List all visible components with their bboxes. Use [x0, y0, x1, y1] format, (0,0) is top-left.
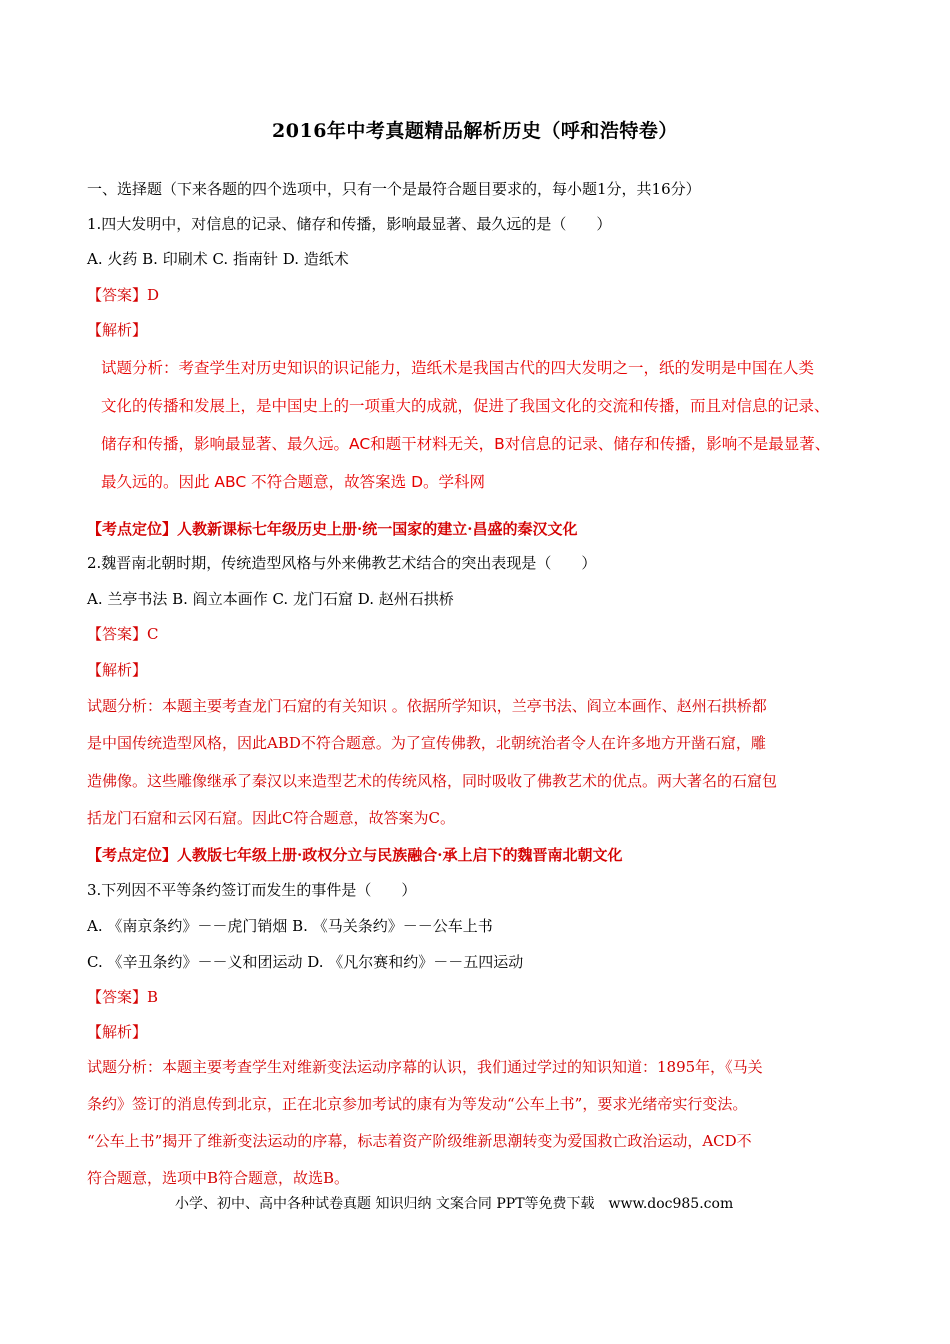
- q2-analysis-line: 是中国传统造型风格，因此ABD不符合题意。为了宣传佛教，北朝统治者令人在许多地方开凿石窟，雕: [87, 734, 766, 752]
- q1-analysis-line: 储存和传播，影响最显著、最久远。AC和题干材料无关，B对信息的记录、储存和传播，影响不是最显著、: [101, 435, 831, 453]
- page-footer: 小学、初中、高中各种试卷真题 知识归纳 文案合同 PPT等免费下载 www.doc985.com: [175, 1196, 734, 1212]
- q1-analysis-line: 文化的传播和发展上，是中国史上的一项重大的成就，促进了我国文化的交流和传播，而且对信息的记录、: [101, 397, 830, 415]
- q1-answer: 【答案】D: [87, 286, 160, 304]
- q1-analysis-label: 【解析】: [87, 321, 148, 339]
- q3-answer: 【答案】B: [87, 988, 159, 1006]
- q2-analysis-line: 括龙门石窟和云冈石窟。因此C符合题意，故答案为C。: [87, 809, 455, 827]
- q3-analysis-line: 条约》签订的消息传到北京，正在北京参加考试的康有为等发动“公车上书”，要求光绪帝实行变法。: [87, 1095, 748, 1113]
- q3-analysis-line: “公车上书”揭开了维新变法运动的序幕，标志着资产阶级维新思潮转变为爱国救亡政治运动，ACD不: [87, 1132, 752, 1150]
- q2-answer: 【答案】C: [87, 625, 159, 643]
- q2-question: 2.魏晋南北朝时期，传统造型风格与外来佛教艺术结合的突出表现是（ ）: [87, 554, 597, 572]
- q3-analysis-line: 试题分析：本题主要考查学生对维新变法运动序幕的认识，我们通过学过的知识知道：1895年，《马关: [87, 1058, 763, 1076]
- q1-analysis-line: 最久远的。因此 ABC 不符合题意，故答案选 D。学科网: [101, 473, 486, 491]
- q2-analysis-line: 试题分析：本题主要考查龙门石窟的有关知识 。依据所学知识，兰亭书法、阎立本画作、赵州石拱桥都: [87, 697, 767, 715]
- q1-kaodian: 【考点定位】人教新课标七年级历史上册·统一国家的建立·昌盛的秦汉文化: [87, 520, 578, 538]
- q3-options-line: A. 《南京条约》－－虎门销烟 B. 《马关条约》－－公车上书: [87, 917, 493, 935]
- document-title: 2016年中考真题精品解析历史（呼和浩特卷）: [272, 120, 678, 142]
- q1-analysis-line: 试题分析：考查学生对历史知识的识记能力，造纸术是我国古代的四大发明之一，纸的发明是中国在人类: [101, 359, 815, 377]
- q2-analysis-line: 造佛像。这些雕像继承了秦汉以来造型艺术的传统风格，同时吸收了佛教艺术的优点。两大著名的石窟包: [87, 772, 778, 790]
- q2-analysis-label: 【解析】: [87, 661, 148, 679]
- q3-analysis-line: 符合题意，选项中B符合题意，故选B。: [87, 1169, 350, 1187]
- section-heading: 一、选择题（下来各题的四个选项中，只有一个是最符合题目要求的，每小题1分，共16分）: [87, 180, 701, 198]
- q3-analysis-label: 【解析】: [87, 1023, 148, 1041]
- q2-kaodian: 【考点定位】人教版七年级上册·政权分立与民族融合·承上启下的魏晋南北朝文化: [87, 846, 623, 864]
- q3-question: 3.下列因不平等条约签订而发生的事件是（ ）: [87, 881, 417, 899]
- q1-question: 1.四大发明中，对信息的记录、储存和传播，影响最显著、最久远的是（ ）: [87, 215, 612, 233]
- q1-options: A. 火药 B. 印刷术 C. 指南针 D. 造纸术: [87, 250, 349, 268]
- q2-options: A. 兰亭书法 B. 阎立本画作 C. 龙门石窟 D. 赵州石拱桥: [87, 590, 454, 608]
- q3-options-line: C. 《辛丑条约》－－义和团运动 D. 《凡尔赛和约》－－五四运动: [87, 953, 524, 971]
